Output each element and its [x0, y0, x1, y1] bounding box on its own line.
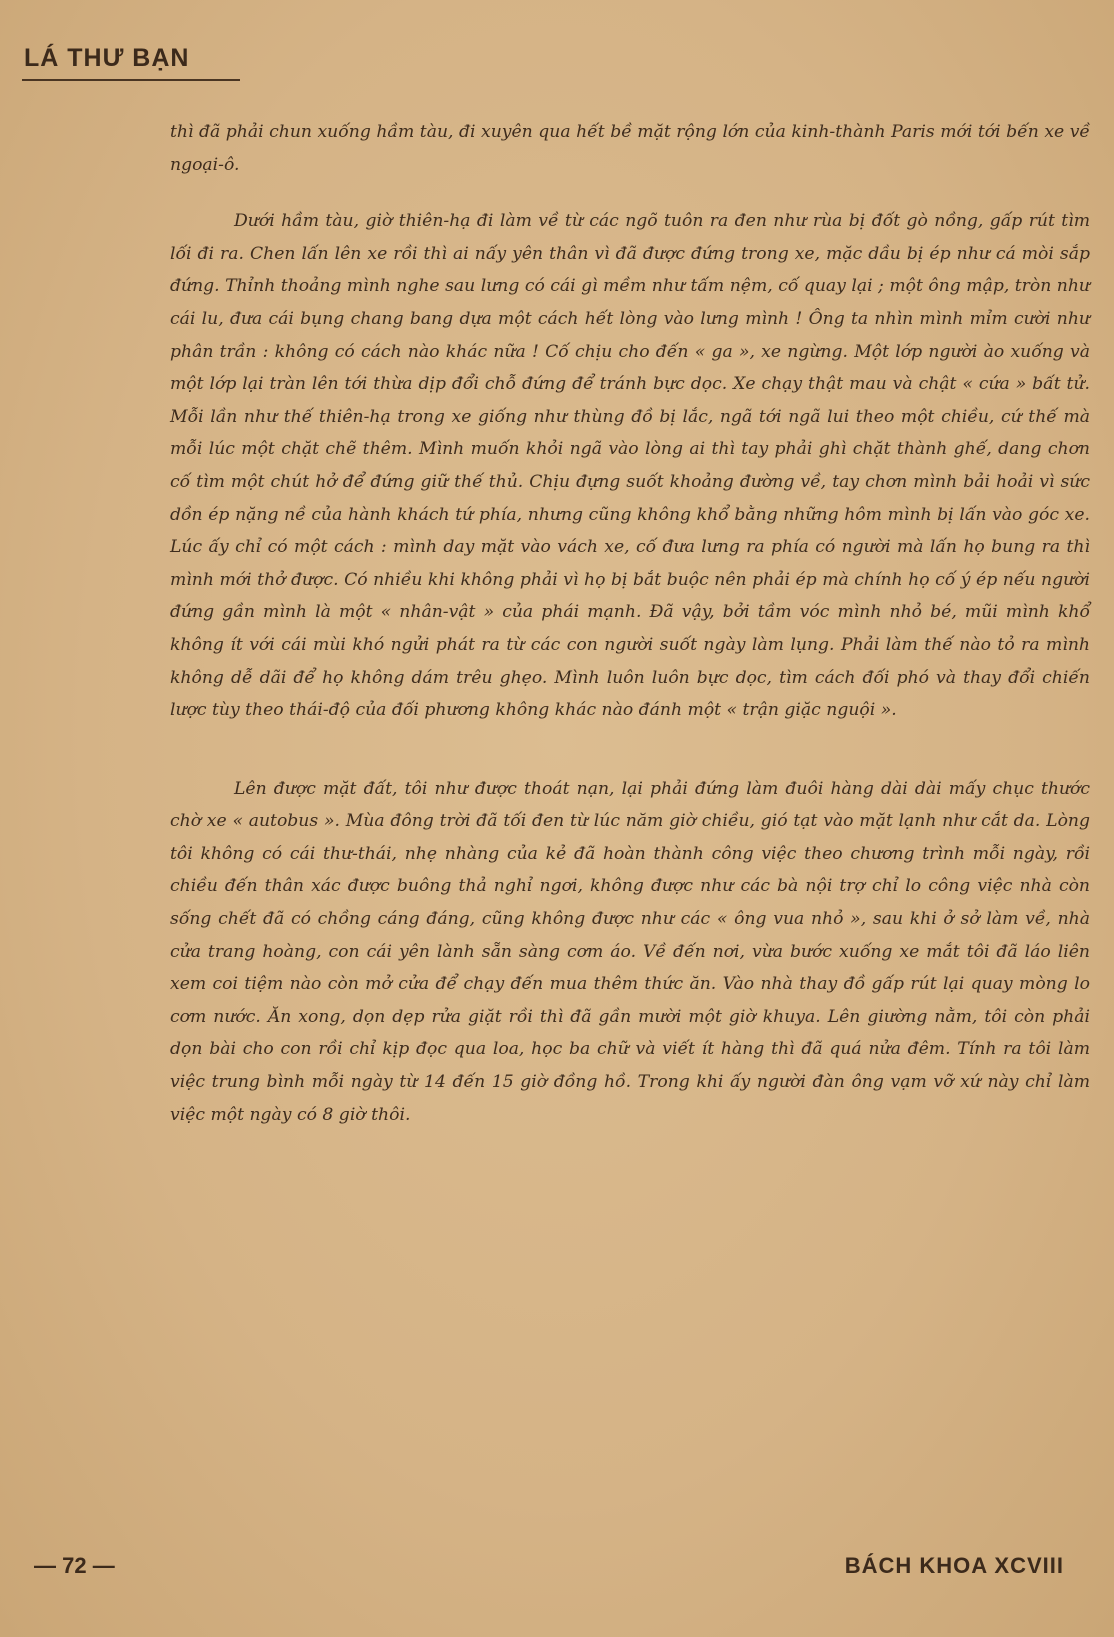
- page-number: — 72 —: [34, 1553, 115, 1578]
- paragraph-3: Lên được mặt đất, tôi như được thoát nạn, lại phải đứng làm đuôi hàng dài dài mấy chục thước chờ xe « autobus ». Mùa đông trời đã tối đen từ lúc năm giờ chiều, gió tạt vào mặt lạnh như cắt da. Lòng tôi không có cái thư-thái, nhẹ nhàng của kẻ đã hoàn thành công việc theo chương trình mỗi ngày, rồi chiều đến thân xác được buông thả nghỉ ngơi, không được như các bà nội trợ chỉ lo công việc nhà còn sống chết đã có chồng cáng đáng, cũng không được như các « ông vua nhỏ », sau khi ở sở làm về, nhà cửa trang hoàng, con cái yên lành sẵn sàng cơm áo. Về đến nơi, vừa bước xuống xe mắt tôi đã láo liên xem coi tiệm nào còn mở cửa để chạy đến mua thêm thức ăn. Vào nhà thay đồ gấp rút lại quay mòng lo cơm nước. Ăn xong, dọn dẹp rửa giặt rồi thì đã gần mười một giờ khuya. Lên giường nằm, tôi còn phải dọn bài cho con rồi chỉ kịp đọc qua loa, học ba chữ và viết ít hàng thì đã quá nửa đêm. Tính ra tôi làm việc trung bình mỗi ngày từ 14 đến 15 giờ đồng hồ. Trong khi ấy người đàn ông vạm vỡ xứ này chỉ làm việc một ngày có 8 giờ thôi.: [170, 778, 1090, 1125]
- article-body: [170, 116, 1090, 1131]
- paragraph-1: thì đã phải chun xuống hầm tàu, đi xuyên qua hết bề mặt rộng lớn của kinh-thành Paris mới tới bến xe về ngoại-ô.: [170, 122, 1090, 175]
- journal-name: BÁCH KHOA XCVIII: [844, 1553, 1064, 1578]
- title-underline: [22, 79, 240, 81]
- section-title: LÁ THƯ BẠN: [24, 44, 190, 72]
- paragraph-2: Dưới hầm tàu, giờ thiên-hạ đi làm về từ các ngõ tuôn ra đen như rùa bị đốt gò nồng, gấp rút tìm lối đi ra. Chen lấn lên xe rồi thì ai nấy yên thân vì đã được đứng trong xe, mặc dầu bị ép như cá mòi sắp đứng. Thỉnh thoảng mình nghe sau lưng có cái gì mềm như tấm nệm, cố quay lại ; một ông mập, tròn như cái lu, đưa cái bụng chang bang dựa một cách hết lòng vào lưng mình ! Ông ta nhìn mình mỉm cười như phân trần : không có cách nào khác nữa ! Cố chịu cho đến « ga », xe ngừng. Một lớp người ào xuống và một lớp lại tràn lên tới thừa dịp đổi chỗ đứng để tránh bực dọc. Xe chạy thật mau và chật « cứa » bất tử. Mỗi lần như thế thiên-hạ trong xe giống như thùng đồ bị lắc, ngã tới ngã lui theo một chiều, cứ thế mà mỗi lúc một chặt chẽ thêm. Mình muốn khỏi ngã vào lòng ai thì tay phải ghì chặt thành ghế, dang chơn cố tìm một chút hở để đứng giữ thế thủ. Chịu đựng suốt khoảng đường về, tay chơn mình bải hoải vì sức dồn ép nặng nề của hành khách tứ phía, nhưng cũng không khổ bằng những hôm mình bị lấn vào góc xe. Lúc ấy chỉ có một cách : mình day mặt vào vách xe, cố đưa lưng ra phía có người mà lấn họ bung ra thì mình mới thở được. Có nhiều khi không phải vì họ bị bắt buộc nên phải ép mà chính họ cố ý ép nếu người đứng gần mình là một « nhân-vật » của phái mạnh. Đã vậy, bởi tầm vóc mình nhỏ bé, mũi mình khổ không ít với cái mùi khó ngửi phát ra từ các con người suốt ngày làm lụng. Phải làm thế nào tỏ ra mình không dễ dãi để họ không dám trêu ghẹo. Mình luôn luôn bực dọc, tìm cách đối phó và thay đổi chiến lược tùy theo thái-độ của đối phương không khác nào đánh một « trận giặc nguội ».: [170, 211, 1090, 721]
